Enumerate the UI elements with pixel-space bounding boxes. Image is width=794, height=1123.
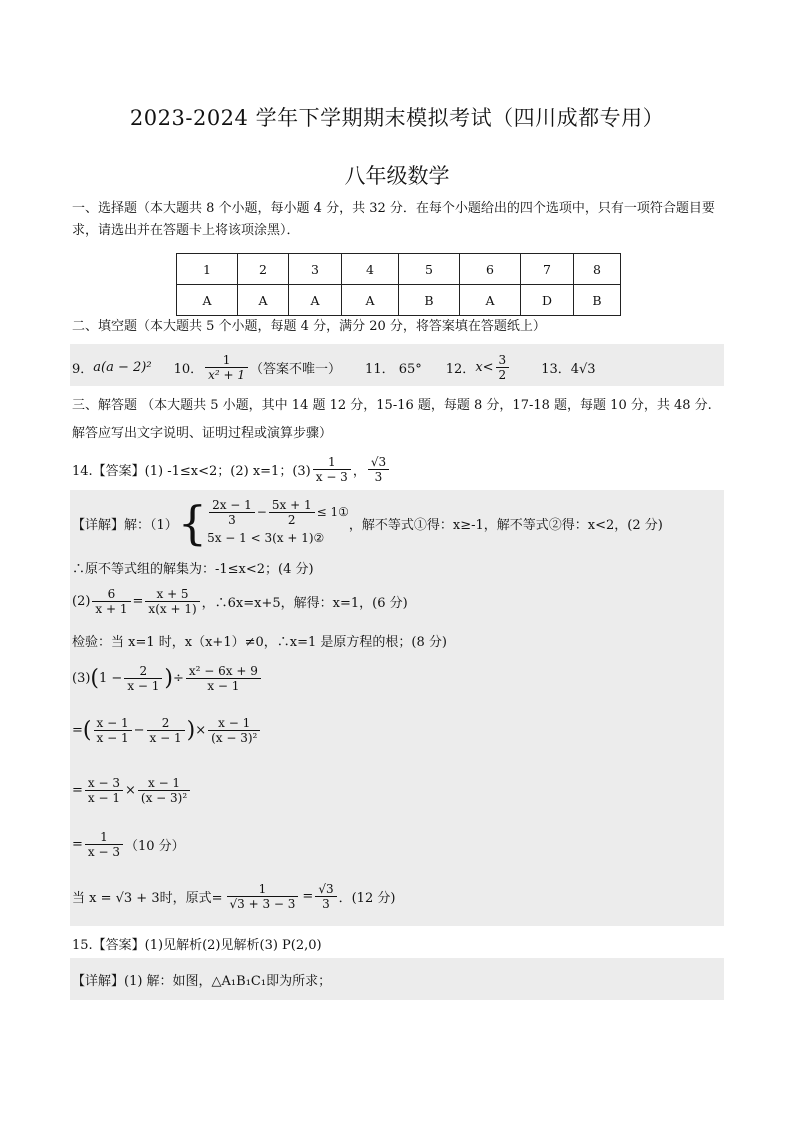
inequality-system: $\frac{2x - 1}{3}$ − $\frac{5x + 1}{2}$ ≤ 1① 5x − 1 < 3(x + 1)② [207,497,349,545]
q12-label: 12． [445,361,476,377]
table-cell: A [289,285,342,316]
section2-heading: 二、填空题（本大题共 5 个小题，每题 4 分，满分 20 分，将答案填在答题纸上） [72,319,546,334]
q14-final-line: 当 x = √3 + 3时，原式= $\frac{1}{√3 + 3 - 3}$ = $\frac{√3}{3}$ ．(12 分) [72,881,396,911]
answer-table-number-row [177,254,621,285]
table-cell: 2 [238,254,289,285]
table-cell: 5 [399,254,460,285]
table-cell: A [342,285,399,316]
q14-solution-set: ∴原不等式组的解集为：-1≤x<2；(4 分) [72,562,314,577]
table-cell: 8 [574,254,621,285]
q15-detail-line: 【详解】(1) 解：如图，△A₁B₁C₁即为所求； [72,974,332,989]
table-cell: 6 [460,254,521,285]
table-cell: A [238,285,289,316]
q10-fraction: $\frac{1}{\text{x² + 1}}$ [205,353,248,382]
q14-answer-line: 14.【答案】(1) -1≤x<2；(2) x=1；(3) $\frac{1}{x - 3}$ ， $\frac{√3}{3}$ [72,452,391,486]
q14-part3-line: (3) ( 1 − $\frac{2}{x - 1}$ ) ÷ $\frac{\text{x² − 6x + 9}}{x - 1}$ [72,656,263,700]
fill-answers-row [72,352,596,382]
table-cell: A [460,285,521,316]
q14-step1: = ( $\frac{x - 1}{x - 1}$ − $\frac{2}{x - 1}$ ) × $\frac{x - 1}{\text{(x − 3)²}}$ [72,708,262,752]
table-cell: A [177,285,238,316]
table-cell: 3 [289,254,342,285]
page-title: 2023-2024 学年下学期期末模拟考试（四川成都专用） [129,106,665,130]
section3-heading: 三、解答题 （本大题共 5 小题，其中 14 题 12 分，15-16 题，每题 8 分，17-18 题，每题 10 分，共 48 分.解答应写出文字说明、证明过程或演算步骤） [72,398,712,441]
q14-ans3b-fraction: $\frac{√3}{3}$ [368,455,389,484]
q14-step2: = $\frac{x - 3}{x - 1}$ × $\frac{x - 1}{\text{(x − 3)²}}$ [72,768,192,812]
brace-symbol: { [177,496,208,550]
q9-label: 9． [72,361,94,377]
q14-ans3-fraction: $\frac{1}{x - 3}$ [313,455,351,484]
table-cell: 4 [342,254,399,285]
q14-part2-line: (2) $\frac{6}{x + 1}$ = $\frac{x + 5}{x(x + 1)}$ ，∴6x=x+5，解得：x=1，(6 分) [72,586,408,616]
table-cell: B [574,285,621,316]
q10-note: （答案不唯一） [250,361,342,377]
answer-table [176,253,621,316]
q9-answer: a(a − 2)² [93,359,152,375]
q12-lhs: x< [475,359,494,375]
table-cell: 1 [177,254,238,285]
q10-label: 10． [173,361,204,377]
table-cell: B [399,285,460,316]
page-subtitle: 八年级数学 [344,164,450,188]
q15-answer-line: 15.【答案】(1)见解析(2)见解析(3) P(2,0) [72,938,322,953]
q11-answer: 11． 65° [365,361,422,377]
table-cell: 7 [521,254,574,285]
q14-part1-line: 【详解】解：（1） { $\frac{2x - 1}{3}$ − $\frac{5x + 1}{2}$ ≤ 1① 5x − 1 < 3(x + 1)② ，解不等式①得：x≥-1，解不等式②得：x<2，(2 分) [72,496,663,550]
answer-table-answer-row [177,285,621,316]
q14-check-line: 检验：当 x=1 时，x（x+1）≠0，∴x=1 是原方程的根；(8 分) [72,635,447,650]
q14-step3: = $\frac{1}{x - 3}$ （10 分） [72,829,185,859]
q12-fraction: $\frac{3}{2}$ [496,353,510,382]
section1-heading: 一、选择题（本大题共 8 个小题，每小题 4 分，共 32 分．在每个小题给出的四个选项中，只有一项符合题目要求，请选出并在答题卡上将该项涂黑）． [72,201,715,238]
q13-answer: 13．4√3 [541,361,596,377]
table-cell: D [521,285,574,316]
